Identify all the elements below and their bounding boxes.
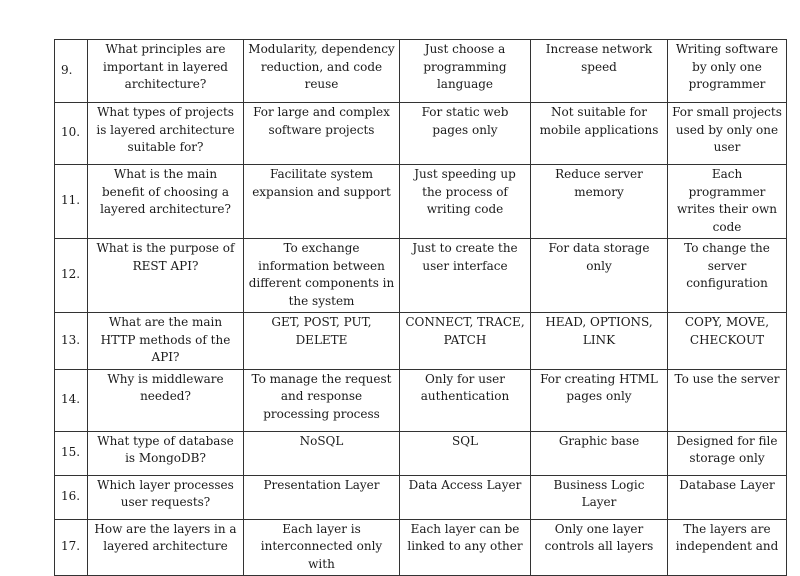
- question-text: What types of projects is layered architecture suitable for?: [88, 103, 244, 165]
- answer-option-a: Modularity, dependency reduction, and code reuse: [244, 40, 400, 103]
- answer-option-c: Graphic base: [531, 431, 668, 475]
- answer-option-b: Only for user authentication: [400, 369, 531, 431]
- answer-option-b: Just speeding up the process of writing code: [400, 165, 531, 239]
- answer-option-a: Facilitate system expansion and support: [244, 165, 400, 239]
- question-text: What principles are important in layered architecture?: [88, 40, 244, 103]
- question-text: How are the layers in a layered architecture: [88, 519, 244, 576]
- question-text: What type of database is MongoDB?: [88, 431, 244, 475]
- question-number: 17.: [55, 519, 88, 576]
- answer-option-a: To manage the request and response processing process: [244, 369, 400, 431]
- quiz-table: [54, 39, 787, 576]
- answer-option-d: COPY, MOVE, CHECKOUT: [668, 313, 787, 370]
- table-row: [55, 313, 787, 370]
- answer-option-d: For small projects used by only one user: [668, 103, 787, 165]
- question-text: Which layer processes user requests?: [88, 475, 244, 519]
- table-row: [55, 431, 787, 475]
- answer-option-c: Business Logic Layer: [531, 475, 668, 519]
- question-text: What are the main HTTP methods of the API?: [88, 313, 244, 370]
- table-row: [55, 239, 787, 313]
- answer-option-b: Data Access Layer: [400, 475, 531, 519]
- answer-option-c: For data storage only: [531, 239, 668, 313]
- question-number: 15.: [55, 431, 88, 475]
- question-number: 16.: [55, 475, 88, 519]
- answer-option-d: To use the server: [668, 369, 787, 431]
- answer-option-a: GET, POST, PUT, DELETE: [244, 313, 400, 370]
- answer-option-b: Just choose a programming language: [400, 40, 531, 103]
- answer-option-b: CONNECT, TRACE, PATCH: [400, 313, 531, 370]
- question-number: 13.: [55, 313, 88, 370]
- answer-option-a: NoSQL: [244, 431, 400, 475]
- answer-option-d: Each programmer writes their own code: [668, 165, 787, 239]
- question-number: 12.: [55, 239, 88, 313]
- question-text: Why is middleware needed?: [88, 369, 244, 431]
- answer-option-a: Each layer is interconnected only with: [244, 519, 400, 576]
- question-number: 11.: [55, 165, 88, 239]
- answer-option-c: Not suitable for mobile applications: [531, 103, 668, 165]
- answer-option-d: Designed for file storage only: [668, 431, 787, 475]
- table-row: [55, 165, 787, 239]
- question-text: What is the main benefit of choosing a layered architecture?: [88, 165, 244, 239]
- answer-option-a: Presentation Layer: [244, 475, 400, 519]
- question-number: 14.: [55, 369, 88, 431]
- table-row: [55, 369, 787, 431]
- answer-option-d: Database Layer: [668, 475, 787, 519]
- table-row: [55, 519, 787, 576]
- question-text: What is the purpose of REST API?: [88, 239, 244, 313]
- question-number: 10.: [55, 103, 88, 165]
- question-number: 9.: [55, 40, 88, 103]
- answer-option-c: Only one layer controls all layers: [531, 519, 668, 576]
- answer-option-b: SQL: [400, 431, 531, 475]
- answer-option-c: Reduce server memory: [531, 165, 668, 239]
- answer-option-a: To exchange information between different components in the system: [244, 239, 400, 313]
- table-row: [55, 475, 787, 519]
- table-row: [55, 103, 787, 165]
- answer-option-c: Increase network speed: [531, 40, 668, 103]
- table-row: [55, 40, 787, 103]
- answer-option-c: For creating HTML pages only: [531, 369, 668, 431]
- answer-option-d: The layers are independent and: [668, 519, 787, 576]
- answer-option-c: HEAD, OPTIONS, LINK: [531, 313, 668, 370]
- answer-option-d: Writing software by only one programmer: [668, 40, 787, 103]
- answer-option-a: For large and complex software projects: [244, 103, 400, 165]
- answer-option-b: For static web pages only: [400, 103, 531, 165]
- answer-option-d: To change the server configuration: [668, 239, 787, 313]
- answer-option-b: Each layer can be linked to any other: [400, 519, 531, 576]
- answer-option-b: Just to create the user interface: [400, 239, 531, 313]
